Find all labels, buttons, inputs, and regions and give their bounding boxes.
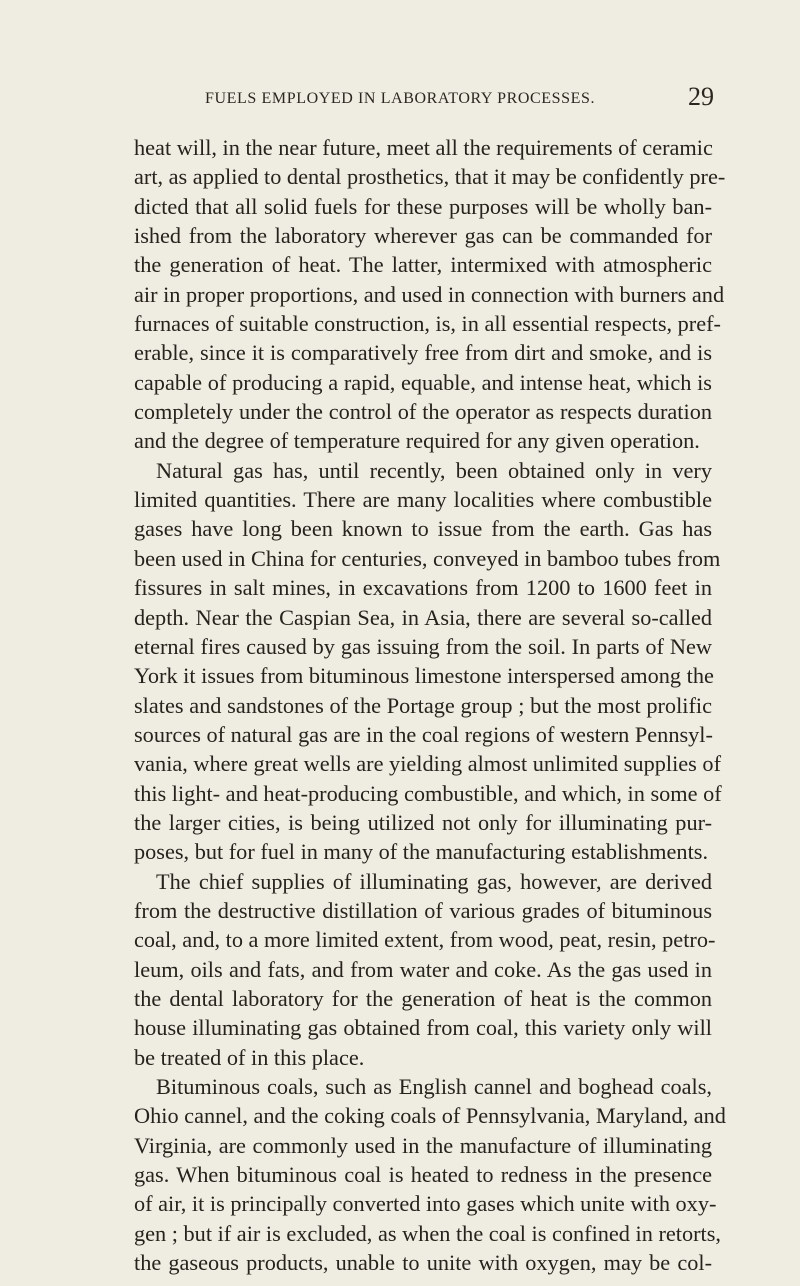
text-line: been used in China for centuries, conveyed in bamboo tubes from xyxy=(134,545,721,571)
text-line: capable of producing a rapid, equable, and intense heat, which is xyxy=(134,369,712,395)
text-line: Virginia, are commonly used in the manufacture of illuminating xyxy=(134,1132,712,1158)
text-line: the larger cities, is being utilized not only for illuminating pur- xyxy=(134,809,712,835)
text-line: from the destructive distillation of various grades of bituminous xyxy=(134,897,712,923)
text-line: gen ; but if air is excluded, as when the coal is confined in retorts, xyxy=(134,1220,721,1246)
text-line: eternal fires caused by gas issuing from the soil. In parts of New xyxy=(134,633,712,659)
text-line: art, as applied to dental prosthetics, that it may be confidently pre- xyxy=(134,164,726,190)
text-line: erable, since it is comparatively free from dirt and smoke, and is xyxy=(134,340,712,366)
text-line: heat will, in the near future, meet all the requirements of ceramic xyxy=(134,135,713,160)
text-line: dicted that all solid fuels for these purposes will be wholly ban- xyxy=(134,193,712,219)
text-line: the gaseous products, unable to unite with oxygen, may be col- xyxy=(134,1250,712,1276)
text-line: this light- and heat-producing combustible, and which, in some of xyxy=(134,780,722,806)
text-line: vania, where great wells are yielding almost unlimited supplies of xyxy=(134,751,721,777)
page-number: 29 xyxy=(688,82,714,111)
text-line: the generation of heat. The latter, intermixed with atmospheric xyxy=(134,252,712,278)
text-line: coal, and, to a more limited extent, from wood, peat, resin, petro- xyxy=(134,927,716,953)
text-line: slates and sandstones of the Portage group ; but the most prolific xyxy=(134,692,712,718)
running-head: FUELS EMPLOYED IN LABORATORY PROCESSES. xyxy=(205,90,596,107)
text-line: house illuminating gas obtained from coal, this variety only will xyxy=(134,1015,712,1041)
text-line: air in proper proportions, and used in connection with burners and xyxy=(134,281,725,307)
text-line: gas. When bituminous coal is heated to redness in the presence xyxy=(134,1162,712,1188)
text-line: Natural gas has, until recently, been obtained only in very xyxy=(156,457,712,483)
text-line: York it issues from bituminous limestone interspersed among the xyxy=(134,663,714,689)
text-line: the dental laboratory for the generation of heat is the common xyxy=(134,985,712,1011)
text-line: ished from the laboratory wherever gas can be commanded for xyxy=(134,223,712,249)
text-line: The chief supplies of illuminating gas, however, are derived xyxy=(156,868,712,894)
text-line: fissures in salt mines, in excavations from 1200 to 1600 feet in xyxy=(134,575,712,601)
text-line: sources of natural gas are in the coal regions of western Pennsyl- xyxy=(134,721,713,747)
text-line: depth. Near the Caspian Sea, in Asia, there are several so-called xyxy=(134,604,712,630)
text-line: completely under the control of the operator as respects duration xyxy=(134,399,712,425)
text-line: poses, but for fuel in many of the manufacturing establishments. xyxy=(134,839,709,865)
text-line: gases have long been known to issue from the earth. Gas has xyxy=(134,516,712,542)
text-line: and the degree of temperature required for any given operation. xyxy=(134,428,700,454)
text-line: Bituminous coals, such as English cannel and boghead coals, xyxy=(156,1074,712,1099)
text-line: furnaces of suitable construction, is, in all essential respects, pref- xyxy=(134,311,721,337)
text-line: of air, it is principally converted into gases which unite with oxy- xyxy=(134,1191,717,1217)
text-line: limited quantities. There are many localities where combustible xyxy=(134,487,712,513)
text-line: Ohio cannel, and the coking coals of Pennsylvania, Maryland, and xyxy=(134,1103,726,1129)
body-text xyxy=(134,133,726,1277)
text-line: be treated of in this place. xyxy=(134,1044,365,1070)
text-line: leum, oils and fats, and from water and coke. As the gas used in xyxy=(134,956,712,982)
